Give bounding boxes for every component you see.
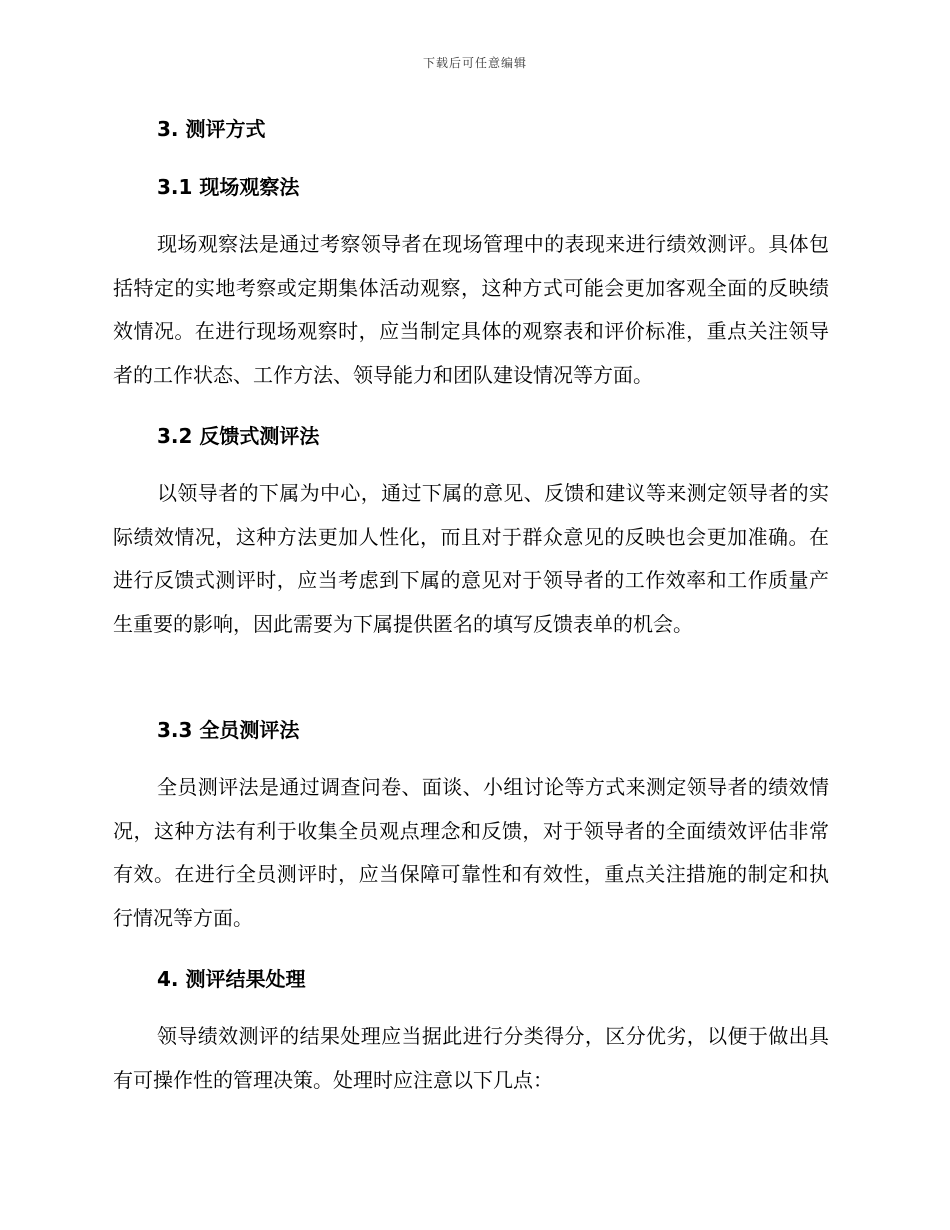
section-3-3-heading: 3.3 全员测评法 [157, 718, 300, 742]
section-4-paragraph: 领导绩效测评的结果处理应当据此进行分类得分，区分优劣，以便于做出具有可操作性的管理决策。处理时应注意以下几点： [113, 1024, 829, 1092]
section-3-1-paragraph: 现场观察法是通过考察领导者在现场管理中的表现来进行绩效测评。具体包括特定的实地考察或定期集体活动观察，这种方式可能会更加客观全面的反映绩效情况。在进行现场观察时，应当制定具体的观察表和评价标准，重点关注领导者的工作状态、工作方法、领导能力和团队建设情况等方面。 [113, 232, 829, 387]
section-4-heading: 4. 测评结果处理 [157, 967, 306, 991]
section-3-2-heading: 3.2 反馈式测评法 [157, 424, 320, 448]
section-3-1-heading: 3.1 现场观察法 [157, 175, 300, 199]
section-3-heading: 3. 测评方式 [157, 117, 266, 141]
section-3-3-paragraph: 全员测评法是通过调查问卷、面谈、小组讨论等方式来测定领导者的绩效情况，这种方法有利于收集全员观点理念和反馈，对于领导者的全面绩效评估非常有效。在进行全员测评时，应当保障可靠性和有效性，重点关注措施的制定和执行情况等方面。 [113, 775, 829, 930]
page-header: 下载后可任意编辑 [422, 56, 527, 70]
section-3-2-paragraph: 以领导者的下属为中心，通过下属的意见、反馈和建议等来测定领导者的实际绩效情况，这种方法更加人性化，而且对于群众意见的反映也会更加准确。在进行反馈式测评时，应当考虑到下属的意见对于领导者的工作效率和工作质量产生重要的影响，因此需要为下属提供匿名的填写反馈表单的机会。 [113, 481, 829, 636]
